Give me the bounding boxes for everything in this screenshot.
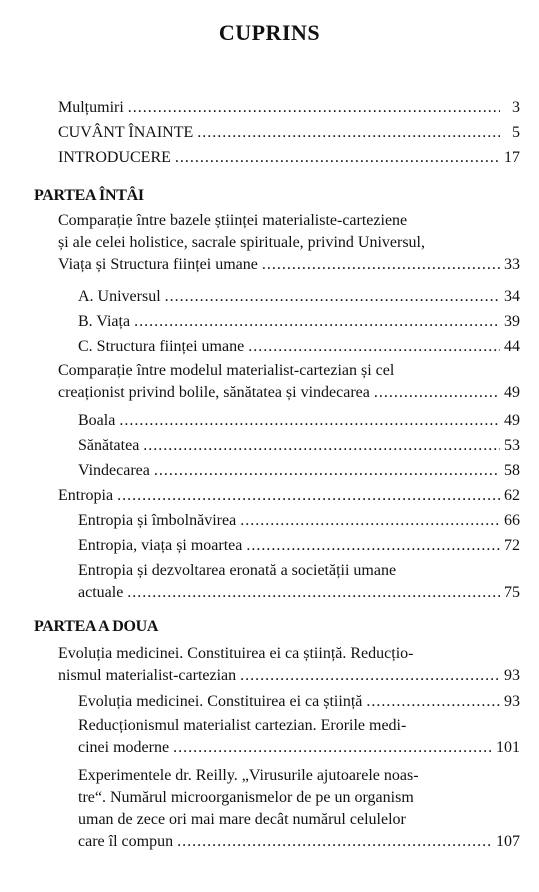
section-line: Evoluția medicinei. Constituirea ei ca știință. Reducțio-: [58, 645, 414, 662]
entry-line: Experimentele dr. Reilly. „Virusurile ajutoarele noas-: [78, 767, 419, 784]
dot-leader: [173, 737, 492, 759]
page-number: 93: [504, 693, 520, 710]
entry-label: Vindecarea: [78, 462, 150, 479]
dot-leader: [127, 582, 500, 604]
dot-leader: [197, 122, 500, 144]
dot-leader: [128, 97, 500, 119]
entry-label: Entropia, viața și moartea: [78, 537, 243, 554]
toc-subentry: [78, 435, 520, 457]
page-number: 17: [504, 149, 520, 166]
toc-subentry: [78, 535, 520, 557]
entry-line: uman de zece ori mai mare decât numărul celulelor: [78, 811, 406, 828]
entry-line: actuale: [78, 584, 124, 601]
entry-label: Boala: [78, 412, 116, 429]
entry-line: Reducționismul materialist cartezian. Erorile medi-: [78, 717, 407, 734]
entry-line: care îl compun: [78, 833, 174, 850]
page-number: 93: [504, 667, 520, 684]
toc-subentry: [78, 311, 520, 333]
section-line: nismul materialist-cartezian: [58, 667, 237, 684]
toc-subentry: [78, 460, 520, 482]
page-number: 75: [504, 584, 520, 601]
toc-subentry: [78, 336, 520, 358]
entry-label: A. Universul: [78, 288, 161, 305]
dot-leader: [366, 691, 500, 713]
toc-subentry: [78, 715, 520, 759]
dot-leader: [248, 336, 500, 358]
toc-section-evolution: [58, 643, 520, 687]
dot-leader: [240, 510, 500, 532]
page-number: 53: [504, 437, 520, 454]
entry-label: Evoluția medicinei. Constituirea ei ca știință: [78, 693, 363, 710]
entry-label: Entropia și îmbolnăvirea: [78, 512, 237, 529]
entry-label: C. Structura ființei umane: [78, 338, 245, 355]
page-number: 5: [512, 124, 520, 141]
page-number: 34: [504, 288, 520, 305]
dot-leader: [262, 254, 500, 276]
page-number: 101: [496, 739, 520, 756]
toc-entry-front-2: [58, 122, 520, 144]
toc-subentry: [78, 286, 520, 308]
section-line: Comparație între bazele științei materialiste-carteziene: [58, 212, 408, 229]
dot-leader: [177, 831, 492, 853]
dot-leader: [134, 311, 500, 333]
dot-leader: [374, 382, 500, 404]
toc-subentry: [78, 410, 520, 432]
page-number: 66: [504, 512, 520, 529]
dot-leader: [246, 535, 500, 557]
entry-label: Entropia: [58, 487, 114, 504]
entry-line: cinei moderne: [78, 739, 170, 756]
toc-entry-front-1: [58, 97, 520, 119]
section-line: Viața și Structura ființei umane: [58, 256, 258, 273]
page-title: CUPRINS: [218, 20, 321, 45]
toc-entry-front-3: [58, 147, 520, 169]
part-heading-1: PARTEA ÎNTÂI: [34, 187, 144, 204]
toc-section-comparison-2: [58, 360, 520, 404]
dot-leader: [119, 410, 500, 432]
entry-label: Sănătatea: [78, 437, 140, 454]
section-line: Comparație între modelul materialist-cartezian și cel: [58, 362, 395, 379]
dot-leader: [165, 286, 500, 308]
toc-subentry: [78, 560, 520, 604]
dot-leader: [143, 435, 500, 457]
page-number: 3: [512, 99, 520, 116]
page-number: 39: [504, 313, 520, 330]
dot-leader: [240, 665, 500, 687]
page-number: 107: [496, 833, 520, 850]
section-line: și ale celei holistice, sacrale spirituale, privind Universul,: [58, 234, 425, 251]
section-line: creaționist privind bolile, sănătatea și vindecarea: [58, 384, 370, 401]
toc-subentry: [78, 510, 520, 532]
page-number: 33: [504, 256, 520, 273]
dot-leader: [154, 460, 500, 482]
toc-section-comparison-1: [58, 210, 520, 276]
page-number: 72: [504, 537, 520, 554]
toc-section-entropy: [58, 485, 520, 507]
page-number: 49: [504, 384, 520, 401]
toc-subentry: [78, 691, 520, 713]
part-heading-2: PARTEA A DOUA: [34, 618, 159, 635]
page-number: 44: [504, 338, 520, 355]
entry-label: CUVÂNT ÎNAINTE: [58, 124, 194, 141]
entry-label: Mulțumiri: [58, 99, 124, 116]
page-number: 58: [504, 462, 520, 479]
entry-label: INTRODUCERE: [58, 149, 171, 166]
entry-line: tre“. Numărul microorganismelor de pe un organism: [78, 789, 414, 806]
toc-subentry: [78, 765, 520, 853]
entry-label: B. Viața: [78, 313, 131, 330]
dot-leader: [117, 485, 500, 507]
page-number: 62: [504, 487, 520, 504]
dot-leader: [175, 147, 500, 169]
page-number: 49: [504, 412, 520, 429]
entry-line: Entropia și dezvoltarea eronată a societății umane: [78, 562, 397, 579]
